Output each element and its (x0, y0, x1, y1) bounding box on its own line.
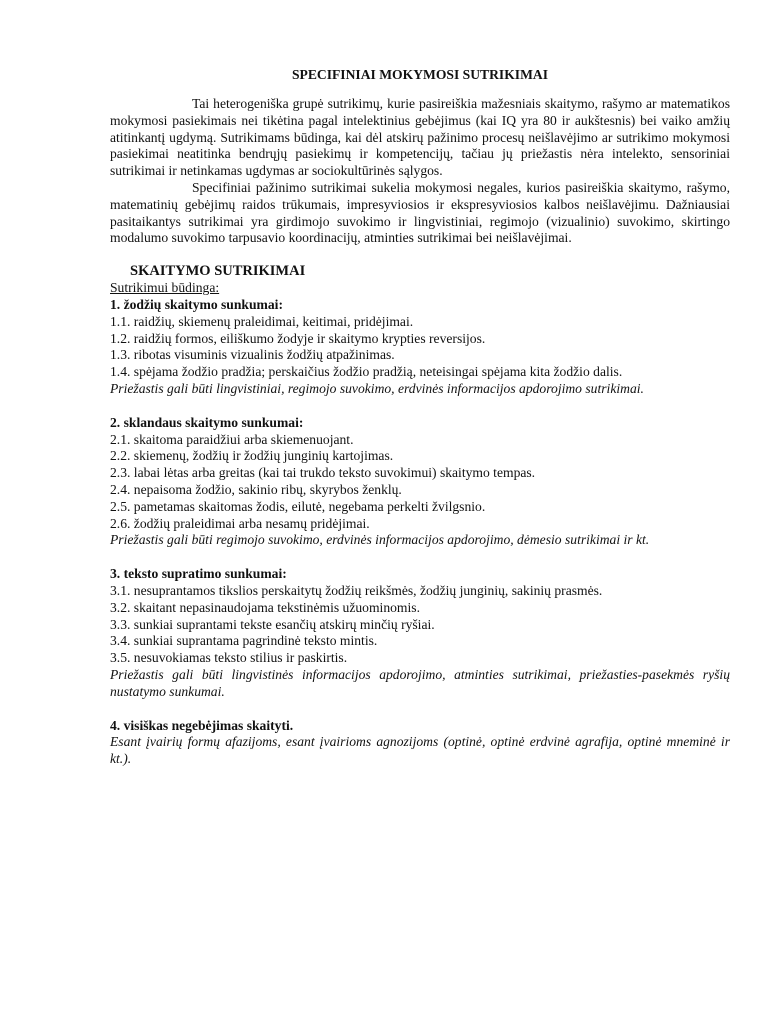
list-item: 2.3. labai lėtas arba greitas (kai tai trukdo teksto suvokimui) skaitymo tempas. (110, 465, 536, 481)
list-item: 3.2. skaitant nepasinaudojama tekstinėmis užuominomis. (110, 599, 420, 615)
list-item: 2.6. žodžių praleidimai arba nesamų pridėjimai. (110, 515, 370, 531)
block-heading: 2. sklandaus skaitymo sunkumai: (110, 414, 304, 430)
symptom-block (110, 297, 730, 398)
cause-note: Priežastis gali būti lingvistiniai, regimojo suvokimo, erdvinės informacijos apdorojimo sutrikimai. (110, 380, 644, 396)
cause-note: Priežastis gali būti lingvistinės informacijos apdorojimo, atminties sutrikimai, priežasties-pasekmės ryšių nustatymo sunkumai. (110, 666, 730, 699)
cause-note: Esant įvairių formų afazijoms, esant įvairioms agnozijoms (optinė, optinė erdvinė agrafija, optinė mneminė ir kt.). (110, 734, 730, 767)
document-page (110, 66, 730, 785)
list-item: 2.1. skaitoma paraidžiui arba skiemenuojant. (110, 431, 354, 447)
section-heading: SKAITYMO SUTRIKIMAI (130, 263, 306, 280)
list-item: 1.1. raidžių, skiemenų praleidimai, keitimai, pridėjimai. (110, 313, 414, 329)
cause-note: Priežastis gali būti regimojo suvokimo, erdvinės informacijos apdorojimo, dėmesio sutrikimai ir kt. (110, 532, 650, 548)
intro-paragraph: Specifiniai pažinimo sutrikimai sukelia mokymosi negales, kurios pasireiškia skaitymo, rašymo, matematinių gebėjimų raidos trūkumais, impresyviosios ir ekspresyviosios kalbos neišlavėjimu. Dažniausiai pasitaikantys sutrikimai yra girdimojo suvokimo ir lingvistiniai, regimojo (vizualinio) suvokimo, skirtingo modalumo suvokimo tarpusavio koordinacijų, atminties sutrikimai bei neišlavėjimai. (110, 179, 730, 246)
block-heading: 1. žodžių skaitymo sunkumai: (110, 296, 283, 312)
list-item: 2.2. skiemenų, žodžių ir žodžių junginių kartojimas. (110, 448, 394, 464)
symptom-block (110, 718, 730, 768)
list-item: 3.5. nesuvokiamas teksto stilius ir paskirtis. (110, 650, 348, 666)
symptom-block (110, 566, 730, 700)
list-item: 1.4. spėjama žodžio pradžia; perskaičius žodžio pradžią, neteisingai spėjama kita žodžio dalis. (110, 364, 623, 380)
list-item: 3.4. sunkiai suprantama pagrindinė teksto mintis. (110, 633, 378, 649)
block-heading: 4. visiškas negebėjimas skaityti. (110, 717, 294, 733)
document-title: SPECIFINIAI MOKYMOSI SUTRIKIMAI (291, 67, 549, 82)
list-item: 2.5. pametamas skaitomas žodis, eilutė, negebama perkelti žvilgsnio. (110, 498, 486, 514)
section-subtitle: Sutrikimui būdinga: (110, 280, 220, 296)
list-item: 2.4. nepaisoma žodžio, sakinio ribų, skyrybos ženklų. (110, 481, 402, 497)
block-heading: 3. teksto supratimo sunkumai: (110, 566, 287, 582)
intro-paragraph: Tai heterogeniška grupė sutrikimų, kurie pasireiškia mažesniais skaitymo, rašymo ar matematikos mokymosi pasiekimais nei tikėtina pagal intelektinius gebėjimus (kai IQ yra 80 ir aukštesnis) bei vaiko amžių atitinkantį ugdymą. Sutrikimams būdinga, kai dėl atskirų pažinimo procesų neišlavėjimo ar sutrikimo mokymosi pasiekimai neatitinka bendrųjų pasiekimų ir kompetencijų, tačiau jų priežastis nėra intelekto, sensoriniai sutrikimai ir netinkamas ugdymas ar sociokultūrinės sąlygos. (110, 96, 730, 179)
list-item: 3.3. sunkiai suprantami tekste esančių atskirų minčių ryšiai. (110, 616, 435, 632)
list-item: 1.3. ribotas visuminis vizualinis žodžių atpažinimas. (110, 347, 395, 363)
list-item: 3.1. nesuprantamos tikslios perskaitytų žodžių reikšmės, žodžių junginių, sakinių prasmės. (110, 582, 603, 598)
list-item: 1.2. raidžių formos, eiliškumo žodyje ir skaitymo krypties reversijos. (110, 330, 486, 346)
symptom-block (110, 415, 730, 549)
